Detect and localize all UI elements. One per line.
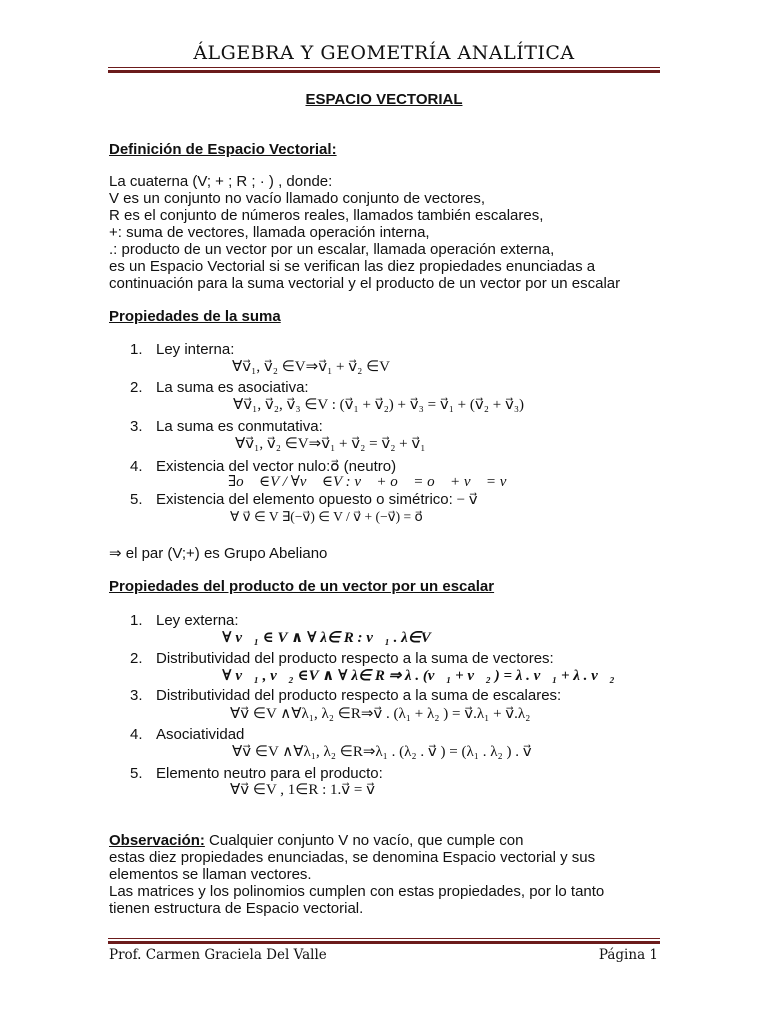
item-number: 5. <box>130 491 143 508</box>
document-title: ESPACIO VECTORIAL <box>305 91 463 108</box>
definition-line: V es un conjunto no vacío llamado conjunto de vectores, <box>109 190 486 207</box>
footer-author: Prof. Carmen Graciela Del Valle <box>109 947 327 963</box>
sum-property-item <box>130 418 323 435</box>
item-number: 5. <box>130 765 143 782</box>
item-number: 4. <box>130 726 143 743</box>
item-text: Ley externa: <box>156 612 239 629</box>
header-title: ÁLGEBRA Y GEOMETRÍA ANALÍTICA <box>193 42 575 64</box>
formula: ∀ v⃗₁ , v⃗₂ ∈V ∧ ∀ λ∈ R ⇒ λ . (v⃗₁ + v⃗₂ ) = λ . v⃗₁ + λ . v⃗₂ <box>222 668 615 684</box>
formula: ∀v⃗ ∈V , 1∈R : 1.v⃗ = v⃗ <box>230 782 375 798</box>
opposite-vector-symbol: − v⃗ <box>452 492 478 508</box>
abelian-group-conclusion: ⇒ el par (V;+) es Grupo Abeliano <box>109 545 328 562</box>
item-number: 2. <box>130 650 143 667</box>
formula: ∀v⃗₁, v⃗₂ ∈V⇒v⃗₁ + v⃗₂ = v⃗₂ + v⃗₁ <box>235 436 426 452</box>
observation-label: Observación: <box>109 832 205 849</box>
item-number: 1. <box>130 341 143 358</box>
sum-properties-heading: Propiedades de la suma <box>109 308 281 325</box>
definition-line: La cuaterna (V; + ; R ; · ) , donde: <box>109 173 333 190</box>
item-text: Distributividad del producto respecto a la suma de vectores: <box>156 650 554 667</box>
item-text: Existencia del elemento opuesto o simétrico: <box>156 491 453 508</box>
item-number: 2. <box>130 379 143 396</box>
item-number: 1. <box>130 612 143 629</box>
item-text: La suma es conmutativa: <box>156 418 323 435</box>
observation-first-line <box>109 832 523 850</box>
item-text: Ley interna: <box>156 341 235 358</box>
item-text: La suma es asociativa: <box>156 379 309 396</box>
observation-line: tienen estructura de Espacio vectorial. <box>109 900 364 917</box>
product-property-item <box>130 726 244 743</box>
definition-line: es un Espacio Vectorial si se verifican las diez propiedades enunciadas a <box>109 258 596 275</box>
formula: ∀v⃗ ∈V ∧∀λ₁, λ₂ ∈R⇒v⃗ . (λ₁ + λ₂ ) = v⃗.λ₁ + v⃗.λ₂ <box>230 706 531 722</box>
observation-text: Cualquier conjunto V no vacío, que cumple con <box>204 832 524 849</box>
product-property-item <box>130 765 383 782</box>
item-text-after: (neutro) <box>339 458 397 475</box>
item-text: Elemento neutro para el producto: <box>156 765 383 782</box>
item-number: 3. <box>130 687 143 704</box>
formula: ∃o⃗ ∈V / ∀v⃗ ∈V : v⃗ + o⃗ = o⃗ + v⃗ = v⃗ <box>228 474 519 490</box>
sum-property-item <box>130 379 309 396</box>
formula: ∀v⃗ ∈V ∧∀λ₁, λ₂ ∈R⇒λ₁ . (λ₂ . v⃗ ) = (λ₁ . λ₂ ) . v⃗ <box>232 744 532 760</box>
sum-property-item <box>130 490 478 509</box>
header-rule <box>108 67 660 73</box>
product-property-item <box>130 687 561 704</box>
formula: ∀v⃗₁, v⃗₂, v⃗₃ ∈V : (v⃗₁ + v⃗₂) + v⃗₃ = v⃗₁ + (v⃗₂ + v⃗₃) <box>233 397 525 413</box>
item-text: Asociatividad <box>156 726 245 743</box>
formula: ∀ v⃗₁ ∈ V ∧ ∀ λ∈ R : v⃗₁ . λ∈V <box>222 630 431 646</box>
footer-rule <box>108 938 660 944</box>
product-properties-heading: Propiedades del producto de un vector por un escalar <box>109 578 495 595</box>
observation-line: elementos se llaman vectores. <box>109 866 312 883</box>
product-property-item <box>130 612 239 629</box>
item-number: 4. <box>130 458 143 475</box>
observation-line: Las matrices y los polinomios cumplen con estas propiedades, por lo tanto <box>109 883 605 900</box>
item-text: Distributividad del producto respecto a la suma de escalares: <box>156 687 562 704</box>
footer-page-number: Página 1 <box>598 947 658 963</box>
definition-line: +: suma de vectores, llamada operación interna, <box>109 224 430 241</box>
definition-heading: Definición de Espacio Vectorial: <box>109 141 337 158</box>
sum-property-item <box>130 341 234 358</box>
item-number: 3. <box>130 418 143 435</box>
definition-line: R es el conjunto de números reales, llamados también escalares, <box>109 207 544 224</box>
formula: ∀v⃗₁, v⃗₂ ∈V⇒v⃗₁ + v⃗₂ ∈V <box>232 359 391 375</box>
null-vector-symbol: o⃗ <box>330 459 340 475</box>
formula: ∀ v⃗ ∈ V ∃(−v⃗) ∈ V / v⃗ + (−v⃗) = o⃗ <box>230 509 423 524</box>
observation-line: estas diez propiedades enunciadas, se denomina Espacio vectorial y sus <box>109 849 596 866</box>
item-text: Existencia del vector nulo: <box>156 458 331 475</box>
definition-line: .: producto de un vector por un escalar, llamada operación externa, <box>109 241 555 258</box>
definition-line: continuación para la suma vectorial y el producto de un vector por un escalar <box>109 275 621 292</box>
product-property-item <box>130 650 554 667</box>
